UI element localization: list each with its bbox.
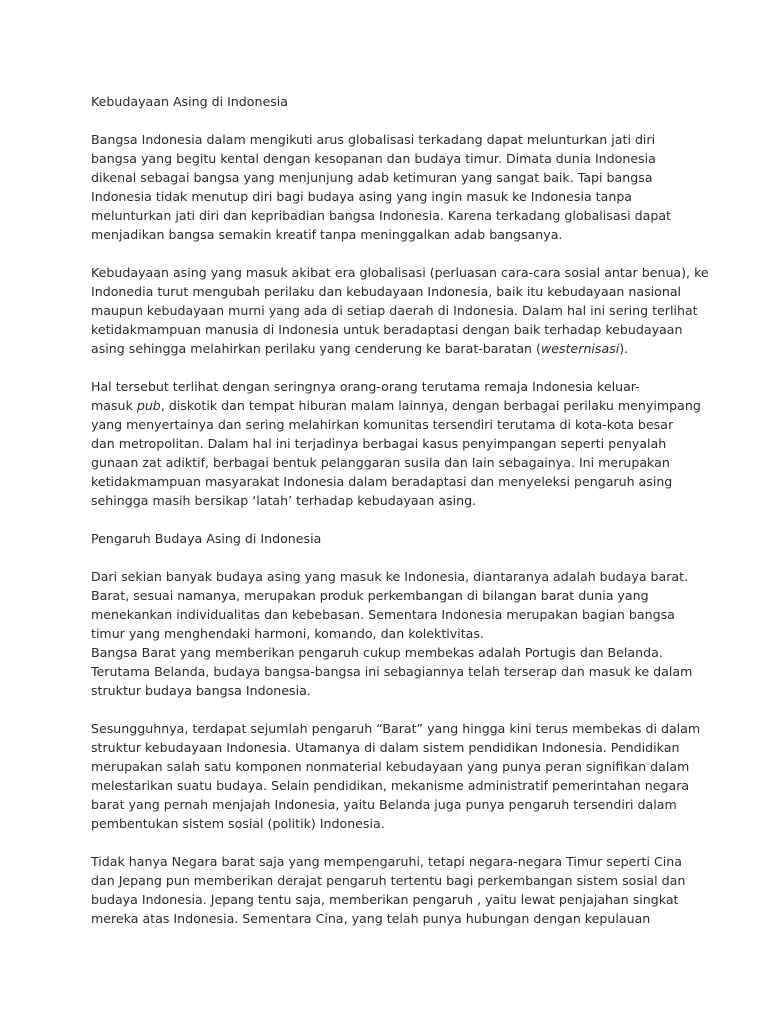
text-run: dan metropolitan. Dalam hal ini terjadinya berbagai kasus penyimpangan seperti penyalah xyxy=(91,436,667,451)
text-line xyxy=(91,168,691,187)
text-line xyxy=(91,301,698,320)
text-line xyxy=(91,415,691,434)
text-line xyxy=(91,909,691,928)
text-line xyxy=(91,814,691,833)
text-run: ketidakmampuan manusia di Indonesia untuk beradaptasi dengan baik terhadap kebudayaan xyxy=(91,322,683,337)
text-run: Indonesia tidak menutup diri bagi budaya asing yang ingin masuk ke Indonesia tanpa xyxy=(91,189,633,204)
text-run: Tidak hanya Negara barat saja yang mempengaruhi, tetapi negara-negara Timur seperti Cina xyxy=(91,854,682,869)
text-run: ketidakmampuan masyarakat Indonesia dalam beradaptasi dan menyeleksi pengaruh asing xyxy=(91,474,673,489)
text-line xyxy=(91,434,691,453)
text-run: Terutama Belanda, budaya bangsa-bangsa ini sebagiannya telah terserap dan masuk ke dalam xyxy=(91,664,693,679)
italic-text: pub xyxy=(136,398,161,413)
text-line xyxy=(91,282,691,301)
text-line xyxy=(91,643,691,662)
text-line xyxy=(91,890,691,909)
text-line xyxy=(91,187,691,206)
text-line xyxy=(91,339,691,358)
text-run: masuk xyxy=(91,398,137,413)
text-run: ). xyxy=(619,341,629,356)
text-line xyxy=(91,852,691,871)
text-run: barat yang pernah menjajah Indonesia, yaitu Belanda juga punya pengaruh tersendiri dalam xyxy=(91,797,677,812)
text-line xyxy=(91,605,691,624)
text-run: gunaan zat adiktif, berbagai bentuk pelanggaran susila dan lain sebagainya. Ini merupakan xyxy=(91,455,670,470)
text-run: Dari sekian banyak budaya asing yang masuk ke Indonesia, diantaranya adalah budaya barat. xyxy=(91,569,689,584)
text-line xyxy=(91,567,691,586)
text-line xyxy=(91,396,701,415)
text-run: Bangsa Indonesia dalam mengikuti arus globalisasi terkadang dapat melunturkan jati diri xyxy=(91,132,656,147)
text-run: dikenal sebagai bangsa yang menjunjung adab ketimuran yang sangat baik. Tapi bangsa xyxy=(91,170,653,185)
text-run: dan Jepang pun memberikan derajat pengaruh tertentu bagi perkembangan sistem sosial dan xyxy=(91,873,686,888)
text-run: asing sehingga melahirkan perilaku yang cenderung ke barat-baratan ( xyxy=(91,341,541,356)
text-run: Kebudayaan asing yang masuk akibat era globalisasi (perluasan cara-cara sosial antar benua), ke xyxy=(91,265,709,280)
section-heading: Pengaruh Budaya Asing di Indonesia xyxy=(91,531,322,546)
text-line xyxy=(91,738,691,757)
paragraph xyxy=(91,852,691,928)
text-run: Bangsa Barat yang memberikan pengaruh cukup membekas adalah Portugis dan Belanda. xyxy=(91,645,663,660)
text-line xyxy=(91,453,691,472)
text-run: menekankan individualitas dan kebebasan. Sementara Indonesia merupakan bagian bangsa xyxy=(91,607,675,622)
text-run: Hal tersebut terlihat dengan seringnya orang-orang terutama remaja Indonesia keluar- xyxy=(91,379,640,394)
italic-text: westernisasi xyxy=(540,341,620,356)
text-run: pembentukan sistem sosial (politik) Indonesia. xyxy=(91,816,385,831)
text-line xyxy=(91,206,691,225)
text-line xyxy=(91,130,691,149)
text-line xyxy=(91,662,691,681)
text-line xyxy=(91,263,709,282)
text-line xyxy=(91,757,691,776)
text-line xyxy=(91,491,691,510)
paragraph xyxy=(91,719,701,833)
section-heading: Kebudayaan Asing di Indonesia xyxy=(91,94,288,109)
text-run: timur yang menghendaki harmoni, komando, dan kolektivitas. xyxy=(91,626,484,641)
document-page xyxy=(91,92,709,947)
text-run: yang menyertainya dan sering melahirkan komunitas tersendiri terutama di kota-kota besar xyxy=(91,417,674,432)
text-run: maupun kebudayaan murni yang ada di setiap daerah di Indonesia. Dalam hal ini sering terlihat xyxy=(91,303,698,318)
text-line xyxy=(91,795,691,814)
text-run: struktur budaya bangsa Indonesia. xyxy=(91,683,311,698)
text-line xyxy=(91,624,691,643)
text-run: merupakan salah satu komponen nonmaterial kebudayaan yang punya peran signifikan dalam xyxy=(91,759,690,774)
text-line xyxy=(91,586,691,605)
text-run: struktur kebudayaan Indonesia. Utamanya di dalam sistem pendidikan Indonesia. Pendidikan xyxy=(91,740,680,755)
paragraph xyxy=(91,263,709,358)
text-run: , diskotik dan tempat hiburan malam lainnya, dengan berbagai perilaku menyimpang xyxy=(160,398,701,413)
text-line xyxy=(91,225,691,244)
paragraph xyxy=(91,130,691,244)
text-line xyxy=(91,681,691,700)
text-run: budaya Indonesia. Jepang tentu saja, memberikan pengaruh , yaitu lewat penjajahan singkat xyxy=(91,892,679,907)
text-line xyxy=(91,719,701,738)
text-run: Sesungguhnya, terdapat sejumlah pengaruh “Barat” yang hingga kini terus membekas di dalam xyxy=(91,721,701,736)
text-run: Barat, sesuai namanya, merupakan produk perkembangan di bilangan barat dunia yang xyxy=(91,588,649,603)
text-line xyxy=(91,776,691,795)
paragraph xyxy=(91,377,701,510)
text-line xyxy=(91,320,691,339)
text-run: melestarikan suatu budaya. Selain pendidikan, mekanisme administratif pemerintahan negara xyxy=(91,778,690,793)
text-run: sehingga masih bersikap ‘latah’ terhadap kebudayaan asing. xyxy=(91,493,477,508)
text-line xyxy=(91,871,691,890)
text-run: mereka atas Indonesia. Sementara Cina, yang telah punya hubungan dengan kepulauan xyxy=(91,911,651,926)
text-run: Indonedia turut mengubah perilaku dan kebudayaan Indonesia, baik itu kebudayaan nasional xyxy=(91,284,682,299)
text-line xyxy=(91,149,691,168)
text-line xyxy=(91,377,691,396)
text-run: melunturkan jati diri dan kepribadian bangsa Indonesia. Karena terkadang globalisasi dapat xyxy=(91,208,671,223)
paragraph xyxy=(91,567,691,700)
text-run: bangsa yang begitu kental dengan kesopanan dan budaya timur. Dimata dunia Indonesia xyxy=(91,151,656,166)
text-line xyxy=(91,472,691,491)
text-run: menjadikan bangsa semakin kreatif tanpa meninggalkan adab bangsanya. xyxy=(91,227,563,242)
